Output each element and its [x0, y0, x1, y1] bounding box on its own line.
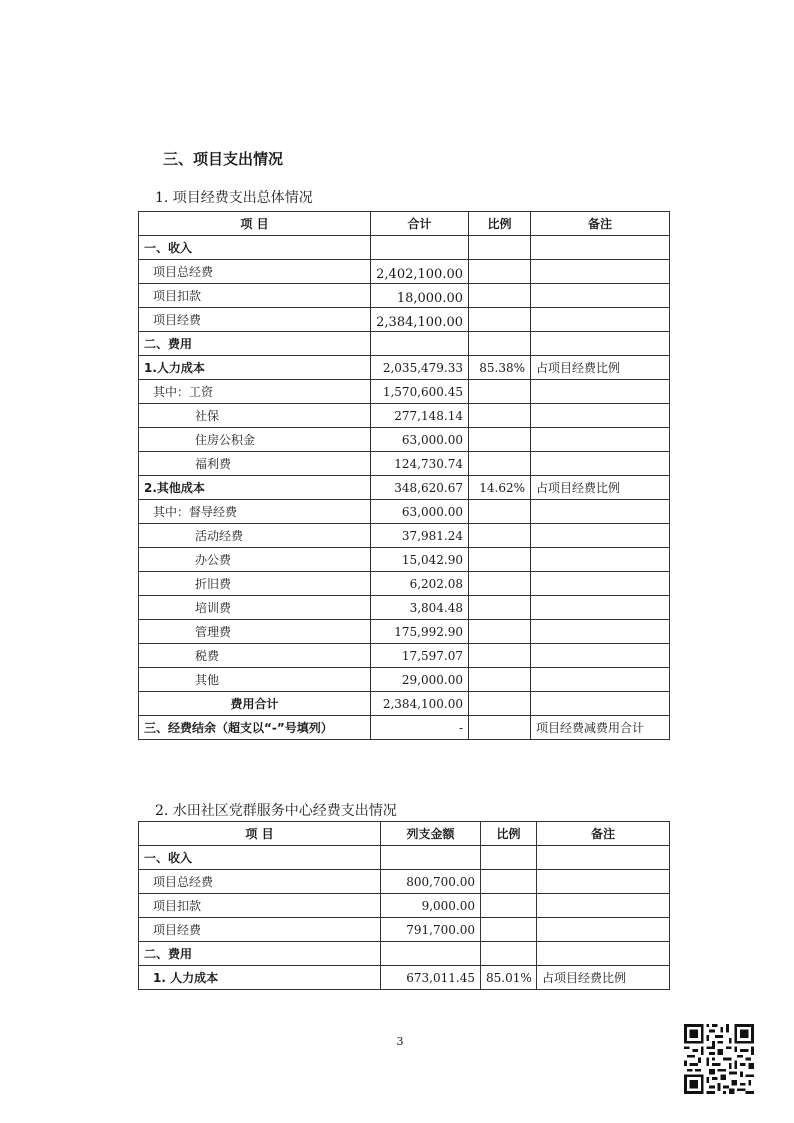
row-amount: 18,000.00 — [371, 284, 469, 308]
header-ratio: 比例 — [469, 212, 531, 236]
row-ratio — [481, 846, 537, 870]
row-note — [531, 620, 670, 644]
header-note: 备注 — [537, 822, 670, 846]
row-ratio — [469, 260, 531, 284]
row-item: 项目经费 — [139, 918, 381, 942]
table-row — [139, 846, 670, 870]
row-ratio — [469, 644, 531, 668]
row-amount: 1,570,600.45 — [371, 380, 469, 404]
row-note — [537, 918, 670, 942]
table-row — [139, 356, 670, 380]
row-note — [531, 332, 670, 356]
qr-code-icon — [684, 1024, 754, 1094]
header-ratio: 比例 — [481, 822, 537, 846]
row-ratio — [469, 692, 531, 716]
table-row — [139, 572, 670, 596]
table-row — [139, 716, 670, 740]
row-amount: 6,202.08 — [371, 572, 469, 596]
row-item: 二、费用 — [139, 942, 381, 966]
page-number: 3 — [396, 1035, 404, 1048]
row-amount: 15,042.90 — [371, 548, 469, 572]
row-amount: 2,035,479.33 — [371, 356, 469, 380]
row-ratio — [481, 870, 537, 894]
table-row — [139, 428, 670, 452]
row-item: 其他 — [139, 668, 371, 692]
row-item: 办公费 — [139, 548, 371, 572]
row-item: 福利费 — [139, 452, 371, 476]
row-ratio — [469, 596, 531, 620]
row-item: 折旧费 — [139, 572, 371, 596]
row-amount: 348,620.67 — [371, 476, 469, 500]
row-note — [537, 894, 670, 918]
table-row — [139, 918, 670, 942]
row-ratio — [469, 404, 531, 428]
row-item: 活动经费 — [139, 524, 371, 548]
row-ratio — [469, 548, 531, 572]
row-ratio — [481, 942, 537, 966]
table-row — [139, 596, 670, 620]
table-row — [139, 404, 670, 428]
row-ratio — [469, 620, 531, 644]
table-header-row — [139, 822, 670, 846]
row-item: 其中：工资 — [139, 380, 371, 404]
table-row — [139, 236, 670, 260]
row-amount: 29,000.00 — [371, 668, 469, 692]
table-row — [139, 260, 670, 284]
row-note — [531, 308, 670, 332]
row-ratio — [469, 452, 531, 476]
row-note — [531, 260, 670, 284]
row-ratio — [469, 500, 531, 524]
row-note — [531, 428, 670, 452]
row-ratio — [469, 308, 531, 332]
row-item: 项目扣款 — [139, 894, 381, 918]
table-row — [139, 500, 670, 524]
row-amount: 791,700.00 — [381, 918, 481, 942]
row-amount: 673,011.45 — [381, 966, 481, 990]
row-amount: 63,000.00 — [371, 428, 469, 452]
table2-caption: 2. 水田社区党群服务中心经费支出情况 — [155, 803, 397, 819]
row-amount: 17,597.07 — [371, 644, 469, 668]
table-row — [139, 668, 670, 692]
row-amount: 800,700.00 — [381, 870, 481, 894]
row-item: 二、费用 — [139, 332, 371, 356]
row-amount: 9,000.00 — [381, 894, 481, 918]
row-ratio — [481, 918, 537, 942]
table-row — [139, 308, 670, 332]
row-note — [531, 692, 670, 716]
row-note — [531, 548, 670, 572]
table-row — [139, 524, 670, 548]
header-total: 合计 — [371, 212, 469, 236]
table-row — [139, 692, 670, 716]
table-row — [139, 452, 670, 476]
row-ratio — [469, 236, 531, 260]
row-item: 其中：督导经费 — [139, 500, 371, 524]
row-amount — [381, 846, 481, 870]
row-item: 费用合计 — [139, 692, 371, 716]
row-note — [531, 380, 670, 404]
row-ratio — [469, 572, 531, 596]
table-row — [139, 380, 670, 404]
row-note — [531, 452, 670, 476]
row-note — [537, 846, 670, 870]
project-expense-table — [138, 211, 670, 740]
row-item: 1.人力成本 — [139, 356, 371, 380]
row-item: 一、收入 — [139, 236, 371, 260]
row-amount: 124,730.74 — [371, 452, 469, 476]
row-item: 一、收入 — [139, 846, 381, 870]
row-ratio — [469, 668, 531, 692]
row-note — [531, 572, 670, 596]
row-amount — [381, 942, 481, 966]
row-note — [531, 500, 670, 524]
row-item: 项目经费 — [139, 308, 371, 332]
row-ratio: 85.01% — [481, 966, 537, 990]
row-amount: 37,981.24 — [371, 524, 469, 548]
row-ratio — [481, 894, 537, 918]
table-row — [139, 966, 670, 990]
row-item: 培训费 — [139, 596, 371, 620]
row-item: 项目总经费 — [139, 870, 381, 894]
row-amount: 2,384,100.00 — [371, 308, 469, 332]
header-item: 项 目 — [139, 212, 371, 236]
row-note: 占项目经费比例 — [531, 476, 670, 500]
row-amount: 277,148.14 — [371, 404, 469, 428]
row-note — [531, 596, 670, 620]
center-expense-table — [138, 821, 670, 990]
header-amount: 列支金额 — [381, 822, 481, 846]
table-row — [139, 620, 670, 644]
table-row — [139, 332, 670, 356]
row-note — [531, 668, 670, 692]
row-item: 项目扣款 — [139, 284, 371, 308]
table1-caption: 1. 项目经费支出总体情况 — [155, 190, 313, 206]
row-note — [537, 870, 670, 894]
row-note — [537, 942, 670, 966]
table-header-row — [139, 212, 670, 236]
row-amount: 3,804.48 — [371, 596, 469, 620]
row-item: 1. 人力成本 — [139, 966, 381, 990]
row-item: 三、经费结余（超支以“-”号填列） — [139, 716, 371, 740]
row-ratio — [469, 284, 531, 308]
table-row — [139, 870, 670, 894]
section-title: 三、项目支出情况 — [163, 150, 284, 168]
row-item: 税费 — [139, 644, 371, 668]
table-row — [139, 942, 670, 966]
row-ratio — [469, 716, 531, 740]
table-row — [139, 894, 670, 918]
row-item: 社保 — [139, 404, 371, 428]
row-ratio: 14.62% — [469, 476, 531, 500]
row-amount — [371, 332, 469, 356]
row-ratio — [469, 524, 531, 548]
row-amount: 175,992.90 — [371, 620, 469, 644]
row-note: 占项目经费比例 — [537, 966, 670, 990]
row-note — [531, 236, 670, 260]
table-row — [139, 644, 670, 668]
row-item: 住房公积金 — [139, 428, 371, 452]
row-note — [531, 524, 670, 548]
row-ratio — [469, 332, 531, 356]
row-amount: 63,000.00 — [371, 500, 469, 524]
row-item: 管理费 — [139, 620, 371, 644]
row-ratio: 85.38% — [469, 356, 531, 380]
table-row — [139, 284, 670, 308]
row-amount: 2,384,100.00 — [371, 692, 469, 716]
row-amount: 2,402,100.00 — [371, 260, 469, 284]
row-note: 项目经费减费用合计 — [531, 716, 670, 740]
table-row — [139, 548, 670, 572]
header-item: 项 目 — [139, 822, 381, 846]
row-item: 项目总经费 — [139, 260, 371, 284]
row-note — [531, 404, 670, 428]
table-row — [139, 476, 670, 500]
row-note — [531, 644, 670, 668]
row-note: 占项目经费比例 — [531, 356, 670, 380]
row-note — [531, 284, 670, 308]
header-note: 备注 — [531, 212, 670, 236]
row-ratio — [469, 428, 531, 452]
row-item: 2.其他成本 — [139, 476, 371, 500]
row-amount: - — [371, 716, 469, 740]
row-amount — [371, 236, 469, 260]
row-ratio — [469, 380, 531, 404]
